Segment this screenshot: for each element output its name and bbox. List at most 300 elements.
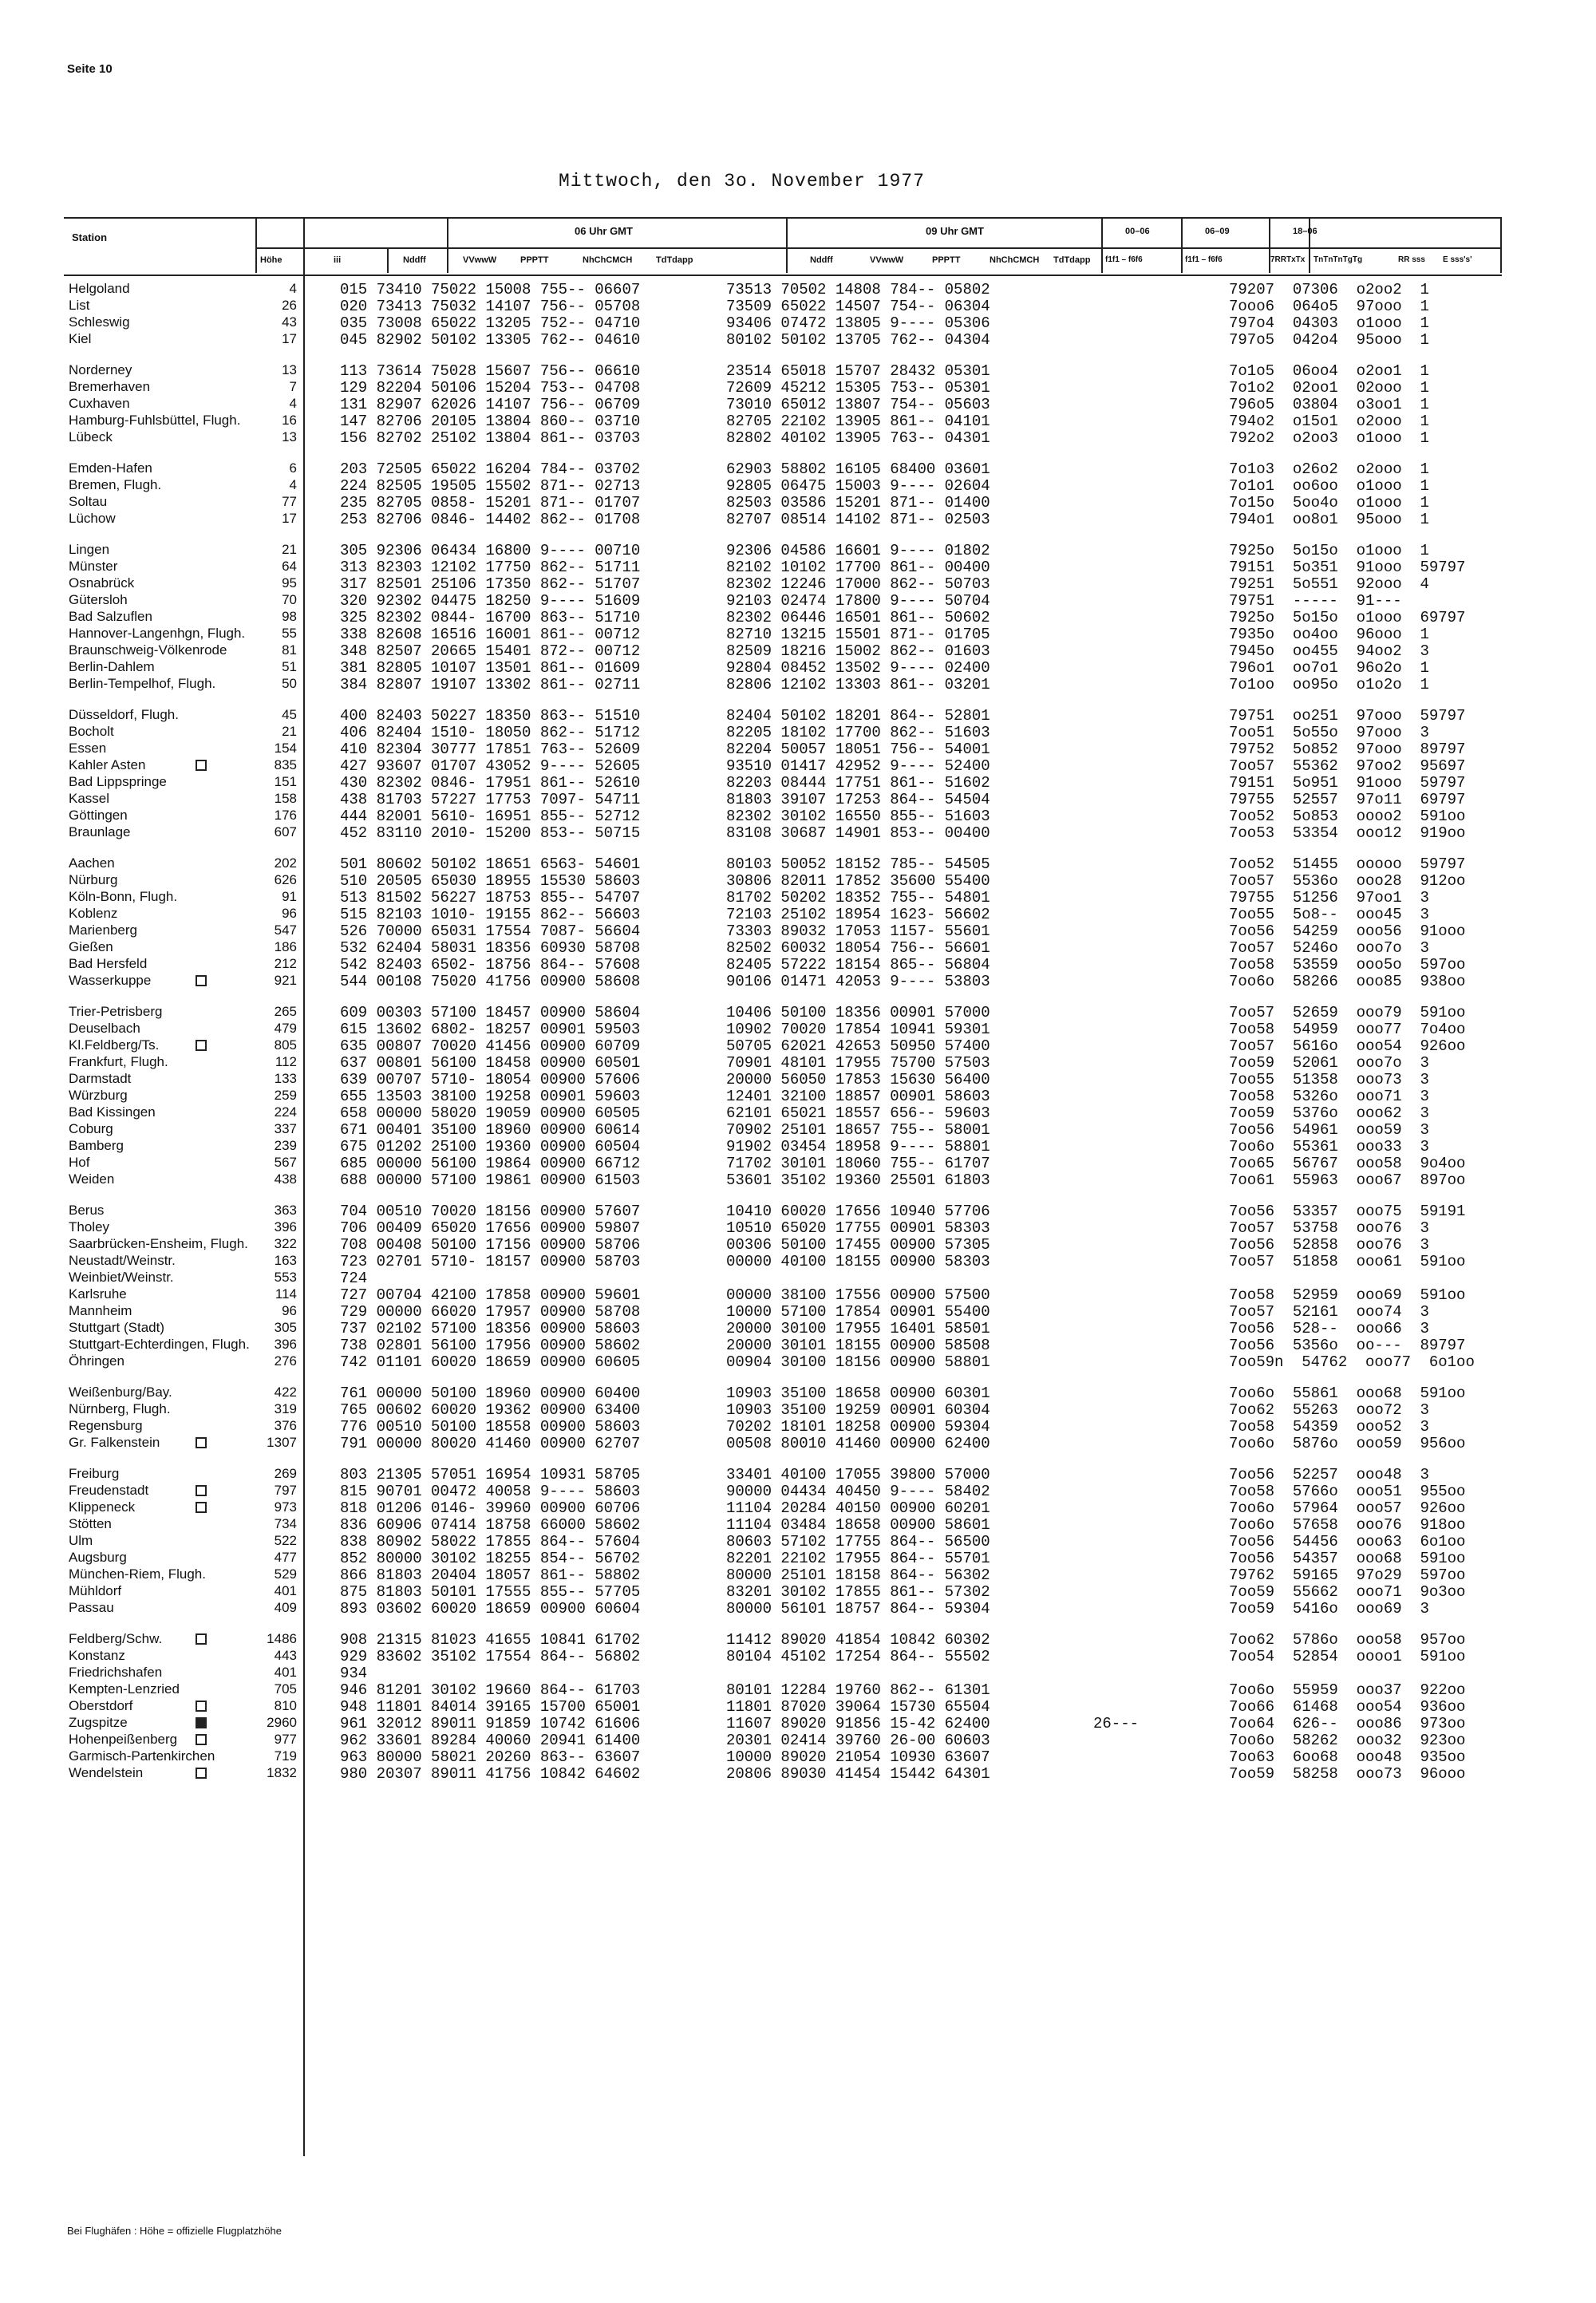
obs-06-values: 962 33601 89284 40060 20941 61400 (340, 1732, 641, 1749)
obs-06-values: 348 82507 20665 15401 872-- 00712 (340, 642, 641, 660)
table-row (64, 872, 1502, 889)
right-values: 7oo59 52061 ooo7o 3 (1229, 1054, 1429, 1072)
obs-09-values: 82705 22102 13905 861-- 04101 (726, 413, 990, 430)
right-values: 7oo58 5326o ooo71 3 (1229, 1088, 1429, 1105)
obs-09-values: 10903 35100 18658 00900 60301 (726, 1385, 990, 1402)
vvwww-06-header: VVwwW (463, 255, 497, 265)
station-name: Bad Kissingen (69, 1104, 156, 1120)
table-row (64, 396, 1502, 413)
station-name: Kahler Asten (69, 757, 146, 772)
station-name: Oberstdorf (69, 1698, 133, 1713)
table-row (64, 791, 1502, 808)
obs-09-values: 12401 32100 18857 00901 58603 (726, 1088, 990, 1105)
group-09-header: 09 Uhr GMT (926, 225, 984, 237)
table-row (64, 1037, 1502, 1054)
table-row (64, 281, 1502, 298)
obs-09-values: 33401 40100 17055 39800 57000 (726, 1466, 990, 1483)
right-values: 7oo57 5616o ooo54 926oo (1229, 1037, 1466, 1055)
table-row (64, 922, 1502, 939)
hoehe-header: Höhe (260, 255, 282, 265)
station-height: 26 (282, 298, 297, 313)
right-values: 794o1 oo8o1 95ooo 1 (1229, 511, 1429, 528)
obs-06-values: 724 (340, 1270, 368, 1287)
right-values: 7oo53 53354 ooo12 919oo (1229, 824, 1466, 842)
table-row (64, 1435, 1502, 1452)
obs-06-values: 675 01202 25100 19360 00900 60504 (340, 1138, 641, 1155)
right-values: 7oo66 61468 ooo54 936oo (1229, 1698, 1466, 1716)
obs-06-values: 532 62404 58031 18356 60930 58708 (340, 939, 641, 957)
station-height: 401 (274, 1583, 297, 1598)
station-name: Gütersloh (69, 592, 128, 607)
table-row (64, 1138, 1502, 1155)
station-height: 95 (282, 575, 297, 591)
station-name: Tholey (69, 1219, 110, 1234)
right-values: 7oo6o 5876o ooo59 956oo (1229, 1435, 1466, 1452)
iii-header: iii (334, 255, 342, 265)
obs-06-values: 742 01101 60020 18659 00900 60605 (340, 1353, 641, 1371)
table-row (64, 413, 1502, 429)
table-row (64, 1499, 1502, 1516)
obs-06-values: 963 80000 58021 20260 863-- 63607 (340, 1748, 641, 1766)
obs-09-values: 70901 48101 17955 75700 57503 (726, 1054, 990, 1072)
station-name: Bad Hersfeld (69, 956, 148, 971)
right-values: 7o1o2 02oo1 02ooo 1 (1229, 379, 1429, 397)
obs-06-values: 671 00401 35100 18960 00900 60614 (340, 1121, 641, 1139)
obs-09-values: 20000 56050 17853 15630 56400 (726, 1071, 990, 1088)
obs-06-values: 338 82608 16516 16001 861-- 00712 (340, 626, 641, 643)
table-row (64, 1698, 1502, 1715)
obs-09-values: 80102 50102 13705 762-- 04304 (726, 331, 990, 349)
square-icon (196, 1485, 207, 1496)
obs-09-values: 82302 06446 16501 861-- 50602 (726, 609, 990, 626)
table-row (64, 298, 1502, 314)
right-values: 7925o 5o15o o1ooo 1 (1229, 542, 1429, 559)
station-height: 797 (274, 1483, 297, 1498)
station-name: Kempten-Lenzried (69, 1681, 180, 1697)
station-height: 322 (274, 1236, 297, 1251)
table-row (64, 1004, 1502, 1021)
right-values: 7o1o5 06oo4 o2oo1 1 (1229, 362, 1429, 380)
right-values: 7oo57 55362 97oo2 95697 (1229, 757, 1466, 775)
obs-06-values: 791 00000 80020 41460 00900 62707 (340, 1435, 641, 1452)
station-height: 91 (282, 889, 297, 904)
station-height: 376 (274, 1418, 297, 1433)
table-row (64, 1121, 1502, 1138)
obs-06-values: 737 02102 57100 18356 00900 58603 (340, 1320, 641, 1337)
obs-06-values: 765 00602 60020 19362 00900 63400 (340, 1401, 641, 1419)
station-name: Emden-Hafen (69, 460, 152, 476)
right-values: 7oo58 5766o ooo51 955oo (1229, 1483, 1466, 1500)
right-values: 7oo62 5786o ooo58 957oo (1229, 1631, 1466, 1649)
station-name: Weinbiet/Weinstr. (69, 1270, 174, 1285)
obs-06-values: 635 00807 70020 41456 00900 60709 (340, 1037, 641, 1055)
station-name: Göttingen (69, 808, 128, 823)
station-name: Gießen (69, 939, 113, 954)
station-height: 4 (289, 477, 297, 492)
right-values: 7oo6o 58262 ooo32 923oo (1229, 1732, 1466, 1749)
table-row (64, 707, 1502, 724)
obs-06-values: 818 01206 0146- 39960 00900 60706 (340, 1499, 641, 1517)
station-name: Kiel (69, 331, 92, 346)
group-06-header: 06 Uhr GMT (575, 225, 633, 237)
obs-09-values: 20301 02414 39760 26-00 60603 (726, 1732, 990, 1749)
right-values: 79151 5o351 91ooo 59797 (1229, 559, 1466, 576)
station-height: 81 (282, 642, 297, 658)
table-row (64, 1088, 1502, 1104)
obs-06-values: 738 02801 56100 17956 00900 58602 (340, 1337, 641, 1354)
obs-09-values: 00508 80010 41460 00900 62400 (726, 1435, 990, 1452)
right-values: 7oo6o 55861 ooo68 591oo (1229, 1385, 1466, 1402)
right-values: 7oo64 626-- ooo86 973oo (1229, 1715, 1466, 1732)
station-height: 176 (274, 808, 297, 823)
right-values: 7oo56 54961 ooo59 3 (1229, 1121, 1429, 1139)
table-row (64, 331, 1502, 348)
obs-06-values: 510 20505 65030 18955 15530 58603 (340, 872, 641, 890)
station-height: 112 (275, 1054, 297, 1069)
table-row (64, 774, 1502, 791)
table-row (64, 542, 1502, 559)
obs-09-values: 10510 65020 17755 00901 58303 (726, 1219, 990, 1237)
right-values: 7oo6o 55361 ooo33 3 (1229, 1138, 1429, 1155)
obs-06-values: 501 80602 50102 18651 6563- 54601 (340, 855, 641, 873)
right-values: 7oo55 51358 ooo73 3 (1229, 1071, 1429, 1088)
obs-06-values: 045 82902 50102 13305 762-- 04610 (340, 331, 641, 349)
table-row (64, 1337, 1502, 1353)
obs-06-values: 815 90701 00472 40058 9---- 58603 (340, 1483, 641, 1500)
obs-09-values: 82502 60032 18054 756-- 56601 (726, 939, 990, 957)
right-values: 7oo6o 57964 ooo57 926oo (1229, 1499, 1466, 1517)
square-icon (196, 1502, 207, 1513)
esss-header: E sss's' (1443, 255, 1472, 264)
obs-06-values: 235 82705 0858- 15201 871-- 01707 (340, 494, 641, 512)
right-values: 7o1oo oo95o o1o2o 1 (1229, 676, 1429, 693)
station-name: Stuttgart (Stadt) (69, 1320, 164, 1335)
obs-09-values: 20000 30100 17955 16401 58501 (726, 1320, 990, 1337)
obs-09-values: 82404 50102 18201 864-- 52801 (726, 707, 990, 725)
obs-09-values: 82201 22102 17955 864-- 55701 (726, 1550, 990, 1567)
station-height: 186 (274, 939, 297, 954)
station-height: 96 (282, 1303, 297, 1318)
obs-09-values: 80603 57102 17755 864-- 56500 (726, 1533, 990, 1550)
station-name: Friedrichshafen (69, 1665, 163, 1680)
right-values: 7oo59n 54762 ooo77 6o1oo (1229, 1353, 1475, 1371)
station-height: 265 (274, 1004, 297, 1019)
table-row (64, 642, 1502, 659)
table-row (64, 1665, 1502, 1681)
table-row (64, 1303, 1502, 1320)
station-height: 50 (282, 676, 297, 691)
obs-09-values: 82203 08444 17751 861-- 51602 (726, 774, 990, 792)
obs-06-values: 875 81803 50101 17555 855-- 57705 (340, 1583, 641, 1601)
footnote: Bei Flughäfen : Höhe = offizielle Flugplatzhöhe (67, 2225, 282, 2237)
obs-06-values: 727 00704 42100 17858 00900 59601 (340, 1286, 641, 1304)
obs-09-values: 90000 04434 40450 9---- 58402 (726, 1483, 990, 1500)
obs-09-values: 82205 18102 17700 862-- 51603 (726, 724, 990, 741)
date-line: Mittwoch, den 3o. November 1977 (559, 171, 925, 192)
obs-09-values: 10000 57100 17854 00901 55400 (726, 1303, 990, 1321)
right-values: 7oo56 5356o oo--- 89797 (1229, 1337, 1466, 1354)
table-row (64, 939, 1502, 956)
obs-09-values: 82503 03586 15201 871-- 01400 (726, 494, 990, 512)
table-row (64, 1104, 1502, 1121)
station-name: Wasserkuppe (69, 973, 152, 988)
right-values: 79755 51256 97oo1 3 (1229, 889, 1429, 907)
station-name: Deuselbach (69, 1021, 140, 1036)
obs-09-values: 82204 50057 18051 756-- 54001 (726, 741, 990, 758)
obs-09-values: 10000 89020 21054 10930 63607 (726, 1748, 990, 1766)
obs-09-values: 10410 60020 17656 10940 57706 (726, 1203, 990, 1220)
obs-06-values: 852 80000 30102 18255 854-- 56702 (340, 1550, 641, 1567)
table-row (64, 1418, 1502, 1435)
station-height: 401 (274, 1665, 297, 1680)
table-row (64, 1550, 1502, 1566)
right-values: 792o2 o2oo3 o1ooo 1 (1229, 429, 1429, 447)
station-height: 45 (282, 707, 297, 722)
obs-06-values: 381 82805 10107 13501 861-- 01609 (340, 659, 641, 677)
obs-09-values: 92804 08452 13502 9---- 02400 (726, 659, 990, 677)
station-height: 363 (274, 1203, 297, 1218)
station-height: 239 (274, 1138, 297, 1153)
station-name: Kl.Feldberg/Ts. (69, 1037, 160, 1053)
obs-09-values: 00000 38100 17556 00900 57500 (726, 1286, 990, 1304)
obs-06-values: 609 00303 57100 18457 00900 58604 (340, 1004, 641, 1021)
obs-09-values: 70902 25101 18657 755-- 58001 (726, 1121, 990, 1139)
ppptt-06-header: PPPTT (520, 255, 549, 265)
table-row (64, 1732, 1502, 1748)
right-values: 7oo6o 58266 ooo85 938oo (1229, 973, 1466, 990)
obs-06-values: 946 81201 30102 19660 864-- 61703 (340, 1681, 641, 1699)
station-name: Berlin-Tempelhof, Flugh. (69, 676, 216, 691)
station-name: Stötten (69, 1516, 112, 1531)
obs-09-values: 83201 30102 17855 861-- 57302 (726, 1583, 990, 1601)
obs-09-values: 62903 58802 16105 68400 03601 (726, 460, 990, 478)
station-name: Freudenstadt (69, 1483, 149, 1498)
right-values: 79207 07306 o2oo2 1 (1229, 281, 1429, 298)
obs-06-values: 129 82204 50106 15204 753-- 04708 (340, 379, 641, 397)
station-name: Freiburg (69, 1466, 120, 1481)
right-values: 7oo56 53357 ooo75 59191 (1229, 1203, 1466, 1220)
station-height: 305 (274, 1320, 297, 1335)
station-height: 443 (274, 1648, 297, 1663)
obs-09-values: 62101 65021 18557 656-- 59603 (726, 1104, 990, 1122)
obs-06-values: 838 80902 58022 17855 864-- 57604 (340, 1533, 641, 1550)
obs-06-values: 253 82706 0846- 14402 862-- 01708 (340, 511, 641, 528)
station-height: 409 (274, 1600, 297, 1615)
station-name: Mühldorf (69, 1583, 122, 1598)
obs-09-values: 00000 40100 18155 00900 58303 (726, 1253, 990, 1270)
filled-square-icon (196, 1717, 207, 1728)
station-height: 529 (274, 1566, 297, 1582)
right-values: 79251 5o551 92ooo 4 (1229, 575, 1429, 593)
obs-06-values: 685 00000 56100 19864 00900 66712 (340, 1155, 641, 1172)
table-row (64, 855, 1502, 872)
table-row (64, 609, 1502, 626)
table-row (64, 741, 1502, 757)
station-height: 396 (274, 1337, 297, 1352)
right-values: 796o1 oo7o1 96o2o 1 (1229, 659, 1429, 677)
station-height: 4 (289, 281, 297, 296)
nh-06-header: NhChCMCH (583, 255, 633, 265)
station-height: 212 (274, 956, 297, 971)
right-values: 7oo52 5o853 oooo2 591oo (1229, 808, 1466, 825)
station-height: 1832 (267, 1765, 297, 1780)
obs-09-values: 93510 01417 42952 9---- 52400 (726, 757, 990, 775)
station-height: 553 (274, 1270, 297, 1285)
right-values: 797o4 04303 o1ooo 1 (1229, 314, 1429, 332)
right-values: 7oo62 55263 ooo72 3 (1229, 1401, 1429, 1419)
station-header: Station (72, 231, 108, 243)
table-row (64, 973, 1502, 990)
station-height: 55 (282, 626, 297, 641)
table-row (64, 724, 1502, 741)
station-height: 607 (274, 824, 297, 839)
table-row (64, 1765, 1502, 1782)
obs-06-values: 980 20307 89011 41756 10842 64602 (340, 1765, 641, 1783)
station-height: 477 (274, 1550, 297, 1565)
obs-09-values: 81803 39107 17253 864-- 54504 (726, 791, 990, 808)
table-row (64, 592, 1502, 609)
right-values: 7oo56 54259 ooo56 91ooo (1229, 922, 1466, 940)
table-row (64, 1401, 1502, 1418)
station-name: Bad Salzuflen (69, 609, 152, 624)
right-values: 7o1o3 o26o2 o2ooo 1 (1229, 460, 1429, 478)
station-height: 626 (274, 872, 297, 887)
right-values: 7oo56 52858 ooo76 3 (1229, 1236, 1429, 1254)
obs-06-values: 406 82404 1510- 18050 862-- 51712 (340, 724, 641, 741)
station-name: Ulm (69, 1533, 93, 1548)
obs-06-values: 400 82403 50227 18350 863-- 51510 (340, 707, 641, 725)
right-values: 79751 ----- 91--- (1229, 592, 1402, 610)
station-name: Saarbrücken-Ensheim, Flugh. (69, 1236, 248, 1251)
station-name: Lüchow (69, 511, 116, 526)
obs-09-values: 11104 03484 18658 00900 58601 (726, 1516, 990, 1534)
station-name: Zugspitze (69, 1715, 128, 1730)
table-row (64, 757, 1502, 774)
obs-09-values: 82302 12246 17000 862-- 50703 (726, 575, 990, 593)
station-name: Kassel (69, 791, 110, 806)
station-height: 1486 (267, 1631, 297, 1646)
station-height: 567 (274, 1155, 297, 1170)
station-height: 396 (274, 1219, 297, 1234)
station-name: Bremen, Flugh. (69, 477, 162, 492)
obs-06-values: 761 00000 50100 18960 00900 60400 (340, 1385, 641, 1402)
station-name: Wendelstein (69, 1765, 144, 1780)
right-values: 794o2 o15o1 o2ooo 1 (1229, 413, 1429, 430)
obs-06-values: 515 82103 1010- 19155 862-- 56603 (340, 906, 641, 923)
table-row (64, 626, 1502, 642)
square-icon (196, 760, 207, 771)
table-row (64, 1320, 1502, 1337)
station-name: Osnabrück (69, 575, 135, 591)
station-height: 163 (274, 1253, 297, 1268)
obs-06-values: 410 82304 30777 17851 763-- 52609 (340, 741, 641, 758)
obs-09-values: 93406 07472 13805 9---- 05306 (726, 314, 990, 332)
vvwww-09-header: VVwwW (870, 255, 904, 265)
right-values: 7oo58 53559 ooo5o 597oo (1229, 956, 1466, 974)
obs-09-values: 80103 50052 18152 785-- 54505 (726, 855, 990, 873)
obs-09-values: 73509 65022 14507 754-- 06304 (726, 298, 990, 315)
station-name: Düsseldorf, Flugh. (69, 707, 179, 722)
station-height: 276 (274, 1353, 297, 1369)
table-row (64, 889, 1502, 906)
obs-06-values: 706 00409 65020 17656 00900 59807 (340, 1219, 641, 1237)
obs-06-values: 113 73614 75028 15607 756-- 06610 (340, 362, 641, 380)
table-row (64, 1566, 1502, 1583)
right-values: 7945o oo455 94oo2 3 (1229, 642, 1429, 660)
station-name: Klippeneck (69, 1499, 136, 1515)
station-height: 422 (274, 1385, 297, 1400)
table-row (64, 1071, 1502, 1088)
station-height: 547 (274, 922, 297, 938)
obs-06-values: 803 21305 57051 16954 10931 58705 (340, 1466, 641, 1483)
station-name: Hohenpeißenberg (69, 1732, 178, 1747)
right-values: 796o5 03804 o3oo1 1 (1229, 396, 1429, 413)
table-row (64, 956, 1502, 973)
station-height: 319 (274, 1401, 297, 1416)
station-height: 158 (274, 791, 297, 806)
station-name: Bocholt (69, 724, 114, 739)
table-row (64, 477, 1502, 494)
station-height: 337 (274, 1121, 297, 1136)
obs-06-values: 320 92302 04475 18250 9---- 51609 (340, 592, 641, 610)
right-values: 7oo54 52854 oooo1 591oo (1229, 1648, 1466, 1665)
obs-06-values: 948 11801 84014 39165 15700 65001 (340, 1698, 641, 1716)
station-height: 98 (282, 609, 297, 624)
station-height: 133 (274, 1071, 297, 1086)
station-height: 259 (274, 1088, 297, 1103)
right-values: 7oo56 54357 ooo68 591oo (1229, 1550, 1466, 1567)
obs-06-values: 776 00510 50100 18558 00900 58603 (340, 1418, 641, 1436)
obs-09-values: 80000 56101 18757 864-- 59304 (726, 1600, 990, 1618)
obs-06-values: 544 00108 75020 41756 00900 58608 (340, 973, 641, 990)
square-icon (196, 1734, 207, 1745)
obs-09-values: 81702 50202 18352 755-- 54801 (726, 889, 990, 907)
obs-06-values: 934 (340, 1665, 368, 1682)
station-name: Neustadt/Weinstr. (69, 1253, 176, 1268)
obs-06-values: 637 00801 56100 18458 00900 60501 (340, 1054, 641, 1072)
obs-09-values: 82509 18216 15002 862-- 01603 (726, 642, 990, 660)
station-name: Münster (69, 559, 118, 574)
obs-09-values: 80101 12284 19760 862-- 61301 (726, 1681, 990, 1699)
table-row (64, 1353, 1502, 1370)
station-name: Regensburg (69, 1418, 143, 1433)
table-row (64, 1516, 1502, 1533)
station-name: Darmstadt (69, 1071, 132, 1086)
nh-09-header: NhChCMCH (990, 255, 1040, 265)
station-height: 2960 (267, 1715, 297, 1730)
station-name: Nürnberg, Flugh. (69, 1401, 171, 1416)
obs-06-values: 131 82907 62026 14107 756-- 06709 (340, 396, 641, 413)
obs-06-values: 203 72505 65022 16204 784-- 03702 (340, 460, 641, 478)
table-row (64, 1385, 1502, 1401)
obs-06-values: 961 32012 89011 91859 10742 61606 (340, 1715, 641, 1732)
station-name: Weiden (69, 1171, 115, 1187)
table-row (64, 1600, 1502, 1617)
station-height: 17 (282, 331, 297, 346)
station-height: 64 (282, 559, 297, 574)
station-height: 4 (289, 396, 297, 411)
station-height: 7 (289, 379, 297, 394)
station-height: 21 (282, 724, 297, 739)
table-row (64, 808, 1502, 824)
right-values: 7oo59 5416o ooo69 3 (1229, 1600, 1429, 1618)
station-name: Coburg (69, 1121, 113, 1136)
station-height: 438 (274, 1171, 297, 1187)
station-name: Feldberg/Schw. (69, 1631, 163, 1646)
obs-09-values: 82806 12102 13303 861-- 03201 (726, 676, 990, 693)
table-row (64, 1253, 1502, 1270)
station-name: Aachen (69, 855, 115, 871)
